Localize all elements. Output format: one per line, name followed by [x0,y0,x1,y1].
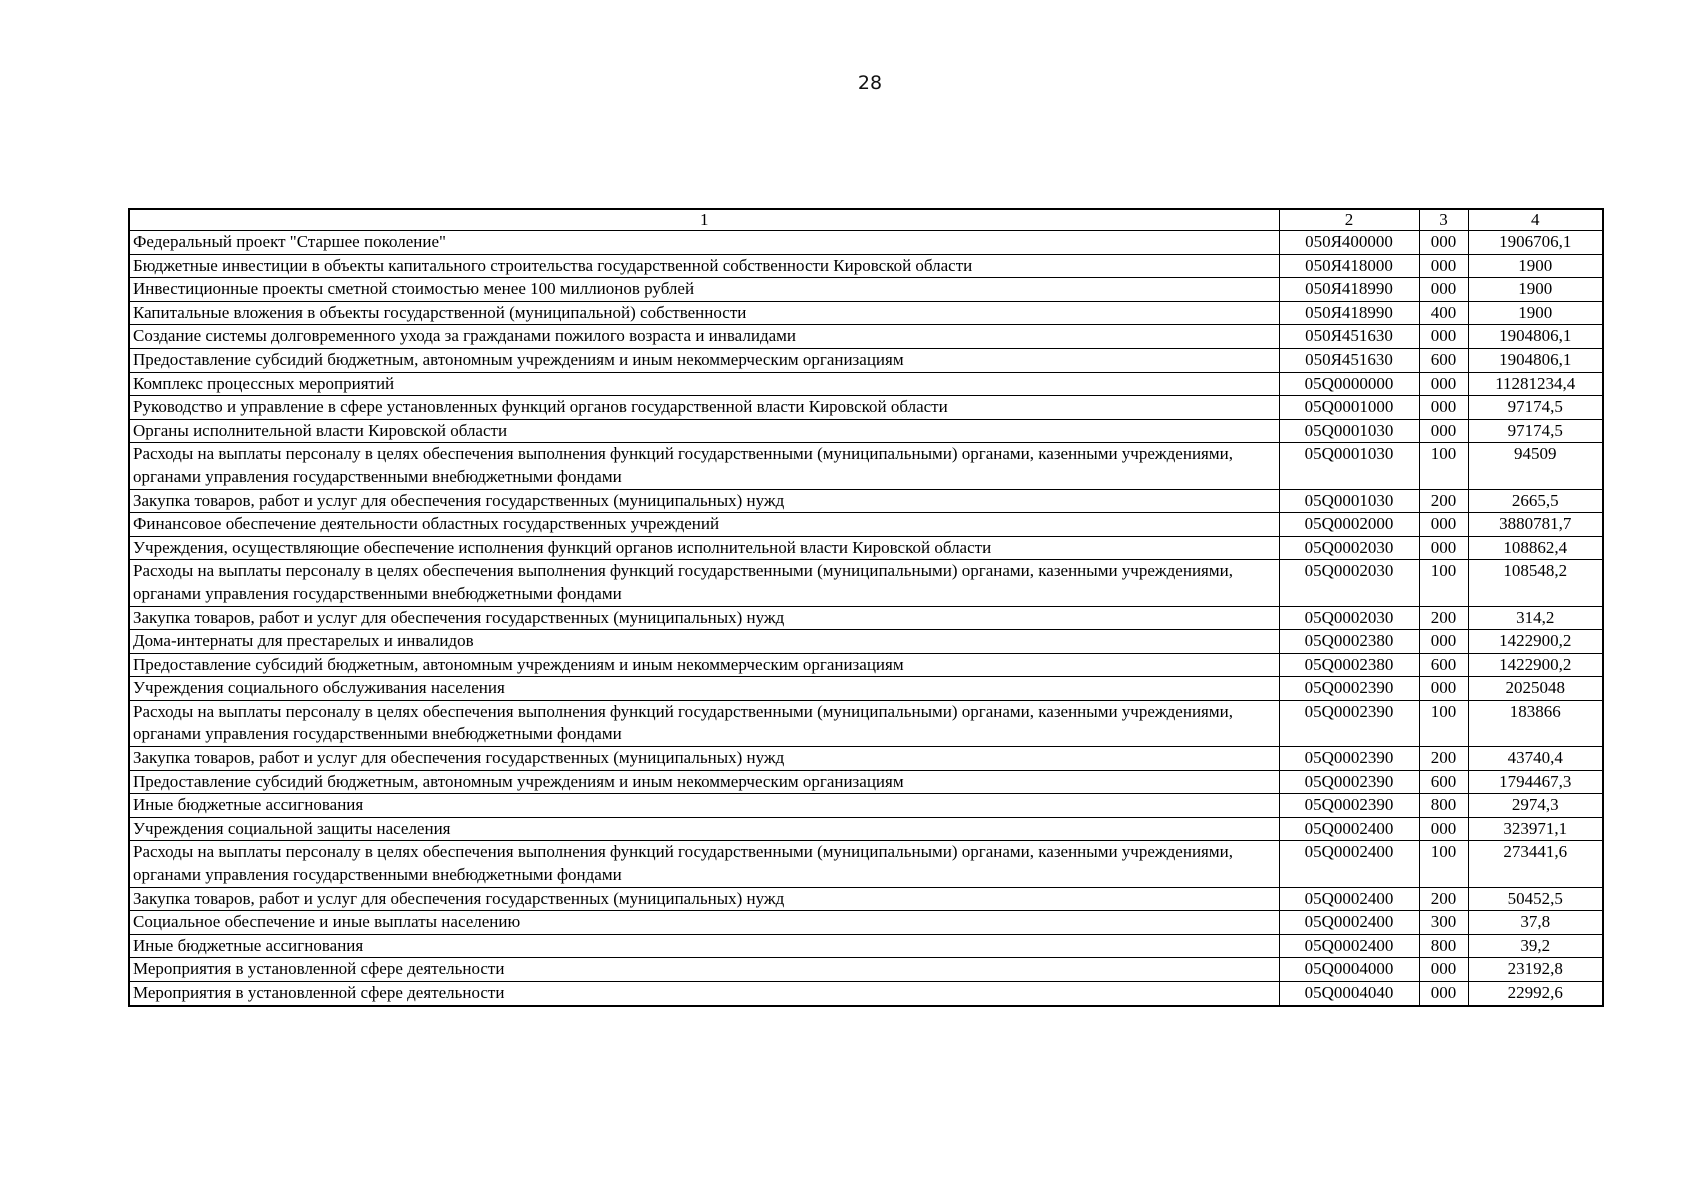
page-number: 28 [857,72,883,94]
amount-cell: 1422900,2 [1468,630,1603,654]
amount-cell: 2025048 [1468,677,1603,701]
target-article-cell: 05Q0002390 [1279,794,1419,818]
table-row [129,372,1603,396]
amount-cell: 108862,4 [1468,536,1603,560]
row-name-cell: Социальное обеспечение и иные выплаты населению [129,911,1279,935]
table-row [129,677,1603,701]
amount-cell: 2665,5 [1468,489,1603,513]
amount-cell: 1900 [1468,254,1603,278]
table-row [129,887,1603,911]
table-row [129,817,1603,841]
amount-cell: 1794467,3 [1468,770,1603,794]
target-article-cell: 05Q0002400 [1279,911,1419,935]
target-article-cell: 05Q0002030 [1279,560,1419,606]
target-article-cell: 05Q0002030 [1279,536,1419,560]
expense-type-cell: 000 [1419,278,1468,302]
target-article-cell: 05Q0002390 [1279,747,1419,771]
table-row [129,630,1603,654]
target-article-cell: 05Q0002390 [1279,700,1419,746]
table-row [129,770,1603,794]
target-article-cell: 05Q0001000 [1279,396,1419,420]
target-article-cell: 05Q0002390 [1279,770,1419,794]
row-name-cell: Расходы на выплаты персоналу в целях обеспечения выполнения функций государственными (муниципальными) органами, казенными учреждениями, органами управления государственными внебюджетными фондами [129,841,1279,887]
expense-type-cell: 100 [1419,560,1468,606]
table-row [129,700,1603,746]
row-name-cell: Расходы на выплаты персоналу в целях обеспечения выполнения функций государственными (муниципальными) органами, казенными учреждениями, органами управления государственными внебюджетными фондами [129,560,1279,606]
row-name-cell: Создание системы долговременного ухода за гражданами пожилого возраста и инвалидами [129,325,1279,349]
row-name-cell: Расходы на выплаты персоналу в целях обеспечения выполнения функций государственными (муниципальными) органами, казенными учреждениями, органами управления государственными внебюджетными фондами [129,443,1279,489]
header-col-4: 4 [1468,209,1603,231]
table-row [129,301,1603,325]
expense-type-cell: 000 [1419,325,1468,349]
amount-cell: 273441,6 [1468,841,1603,887]
row-name-cell: Закупка товаров, работ и услуг для обеспечения государственных (муниципальных) нужд [129,747,1279,771]
row-name-cell: Финансовое обеспечение деятельности областных государственных учреждений [129,513,1279,537]
target-article-cell: 050Я451630 [1279,348,1419,372]
expense-type-cell: 000 [1419,982,1468,1006]
amount-cell: 50452,5 [1468,887,1603,911]
table-row [129,396,1603,420]
table-row [129,841,1603,887]
expense-type-cell: 200 [1419,489,1468,513]
row-name-cell: Закупка товаров, работ и услуг для обеспечения государственных (муниципальных) нужд [129,887,1279,911]
row-name-cell: Предоставление субсидий бюджетным, автономным учреждениям и иным некоммерческим организациям [129,653,1279,677]
amount-cell: 1904806,1 [1468,348,1603,372]
target-article-cell: 05Q0001030 [1279,419,1419,443]
expense-type-cell: 800 [1419,794,1468,818]
target-article-cell: 05Q0002390 [1279,677,1419,701]
expense-type-cell: 300 [1419,911,1468,935]
expense-type-cell: 000 [1419,536,1468,560]
table-row [129,231,1603,255]
amount-cell: 97174,5 [1468,419,1603,443]
target-article-cell: 05Q0002400 [1279,934,1419,958]
row-name-cell: Расходы на выплаты персоналу в целях обеспечения выполнения функций государственными (муниципальными) органами, казенными учреждениями, органами управления государственными внебюджетными фондами [129,700,1279,746]
row-name-cell: Органы исполнительной власти Кировской области [129,419,1279,443]
table-row [129,958,1603,982]
amount-cell: 108548,2 [1468,560,1603,606]
budget-table [128,208,1604,1007]
row-name-cell: Руководство и управление в сфере установленных функций органов государственной власти Кировской области [129,396,1279,420]
expense-type-cell: 600 [1419,348,1468,372]
target-article-cell: 050Я418990 [1279,301,1419,325]
amount-cell: 1906706,1 [1468,231,1603,255]
amount-cell: 2974,3 [1468,794,1603,818]
header-col-1: 1 [129,209,1279,231]
amount-cell: 323971,1 [1468,817,1603,841]
row-name-cell: Закупка товаров, работ и услуг для обеспечения государственных (муниципальных) нужд [129,489,1279,513]
expense-type-cell: 100 [1419,700,1468,746]
row-name-cell: Иные бюджетные ассигнования [129,794,1279,818]
target-article-cell: 05Q0002400 [1279,841,1419,887]
target-article-cell: 05Q0002030 [1279,606,1419,630]
expense-type-cell: 000 [1419,677,1468,701]
target-article-cell: 050Я418000 [1279,254,1419,278]
target-article-cell: 05Q0001030 [1279,489,1419,513]
target-article-cell: 050Я418990 [1279,278,1419,302]
expense-type-cell: 000 [1419,817,1468,841]
amount-cell: 97174,5 [1468,396,1603,420]
target-article-cell: 05Q0002000 [1279,513,1419,537]
expense-type-cell: 400 [1419,301,1468,325]
amount-cell: 22992,6 [1468,982,1603,1006]
table-row [129,747,1603,771]
table-row [129,513,1603,537]
amount-cell: 37,8 [1468,911,1603,935]
table-row [129,254,1603,278]
header-col-3: 3 [1419,209,1468,231]
table-row [129,536,1603,560]
target-article-cell: 05Q0001030 [1279,443,1419,489]
expense-type-cell: 800 [1419,934,1468,958]
table-row [129,443,1603,489]
row-name-cell: Учреждения, осуществляющие обеспечение исполнения функций органов исполнительной власти Кировской области [129,536,1279,560]
table-row [129,934,1603,958]
amount-cell: 1422900,2 [1468,653,1603,677]
target-article-cell: 05Q0002380 [1279,630,1419,654]
target-article-cell: 050Я400000 [1279,231,1419,255]
row-name-cell: Учреждения социального обслуживания населения [129,677,1279,701]
expense-type-cell: 000 [1419,254,1468,278]
expense-type-cell: 000 [1419,419,1468,443]
row-name-cell: Учреждения социальной защиты населения [129,817,1279,841]
amount-cell: 23192,8 [1468,958,1603,982]
row-name-cell: Предоставление субсидий бюджетным, автономным учреждениям и иным некоммерческим организациям [129,770,1279,794]
amount-cell: 1900 [1468,301,1603,325]
header-col-2: 2 [1279,209,1419,231]
table-row [129,606,1603,630]
expense-type-cell: 600 [1419,653,1468,677]
table-row [129,419,1603,443]
expense-type-cell: 000 [1419,372,1468,396]
row-name-cell: Комплекс процессных мероприятий [129,372,1279,396]
table-row [129,911,1603,935]
table-body [129,231,1603,1006]
expense-type-cell: 600 [1419,770,1468,794]
amount-cell: 43740,4 [1468,747,1603,771]
amount-cell: 183866 [1468,700,1603,746]
row-name-cell: Предоставление субсидий бюджетным, автономным учреждениям и иным некоммерческим организациям [129,348,1279,372]
table-row [129,560,1603,606]
expense-type-cell: 000 [1419,630,1468,654]
amount-cell: 39,2 [1468,934,1603,958]
target-article-cell: 05Q0000000 [1279,372,1419,396]
table-row [129,982,1603,1006]
target-article-cell: 05Q0002400 [1279,817,1419,841]
expense-type-cell: 100 [1419,841,1468,887]
amount-cell: 11281234,4 [1468,372,1603,396]
row-name-cell: Дома-интернаты для престарелых и инвалидов [129,630,1279,654]
target-article-cell: 05Q0004040 [1279,982,1419,1006]
expense-type-cell: 000 [1419,396,1468,420]
target-article-cell: 05Q0004000 [1279,958,1419,982]
row-name-cell: Мероприятия в установленной сфере деятельности [129,982,1279,1006]
target-article-cell: 05Q0002400 [1279,887,1419,911]
row-name-cell: Капитальные вложения в объекты государственной (муниципальной) собственности [129,301,1279,325]
row-name-cell: Бюджетные инвестиции в объекты капитального строительства государственной собственности Кировской области [129,254,1279,278]
table-row [129,794,1603,818]
table-row [129,653,1603,677]
row-name-cell: Инвестиционные проекты сметной стоимостью менее 100 миллионов рублей [129,278,1279,302]
expense-type-cell: 200 [1419,747,1468,771]
expense-type-cell: 200 [1419,606,1468,630]
amount-cell: 1900 [1468,278,1603,302]
expense-type-cell: 200 [1419,887,1468,911]
table-row [129,278,1603,302]
amount-cell: 1904806,1 [1468,325,1603,349]
table-row [129,325,1603,349]
expense-type-cell: 000 [1419,231,1468,255]
amount-cell: 314,2 [1468,606,1603,630]
target-article-cell: 050Я451630 [1279,325,1419,349]
expense-type-cell: 000 [1419,958,1468,982]
table-row [129,489,1603,513]
row-name-cell: Мероприятия в установленной сфере деятельности [129,958,1279,982]
table-header-row [129,209,1603,231]
target-article-cell: 05Q0002380 [1279,653,1419,677]
amount-cell: 94509 [1468,443,1603,489]
row-name-cell: Закупка товаров, работ и услуг для обеспечения государственных (муниципальных) нужд [129,606,1279,630]
row-name-cell: Иные бюджетные ассигнования [129,934,1279,958]
expense-type-cell: 100 [1419,443,1468,489]
amount-cell: 3880781,7 [1468,513,1603,537]
row-name-cell: Федеральный проект "Старшее поколение" [129,231,1279,255]
expense-type-cell: 000 [1419,513,1468,537]
table-row [129,348,1603,372]
